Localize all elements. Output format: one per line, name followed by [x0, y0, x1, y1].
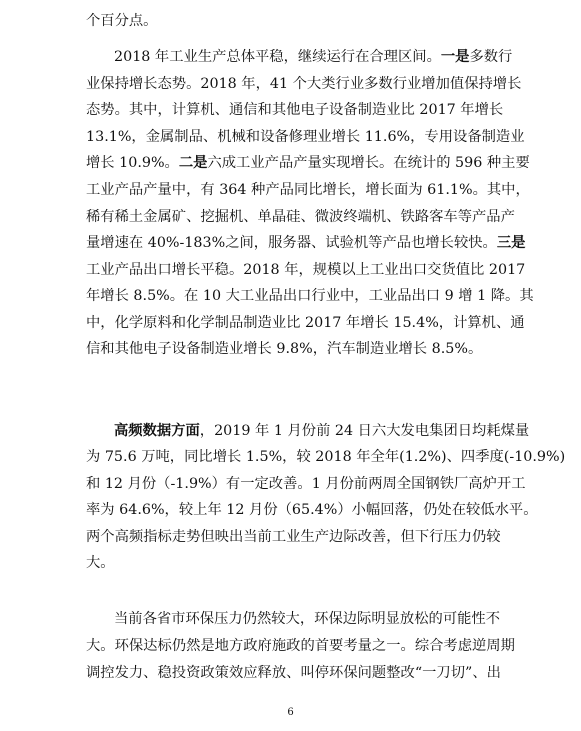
- text-run: 年增长 8.5%。在 10 大工业品出口行业中，工业品出口 9 增 1 降。其: [86, 288, 534, 304]
- text-run: 稀有稀土金属矿、挖掘机、单晶硅、微波终端机、铁路客车等产品产: [86, 209, 515, 225]
- paragraph-3-line-1: [114, 420, 530, 442]
- text-run: 和 12 月份（-1.9%）有一定改善。1 月份前两周全国钢铁厂高炉开工: [86, 476, 526, 492]
- paragraph-4-line-1: [114, 608, 501, 630]
- paragraph-3-line-3: [86, 473, 526, 495]
- paragraph-2-line-6: [86, 179, 530, 201]
- text-run: 两个高频指标走势但映出当前工业生产边际改善，但下行压力仍较: [86, 529, 501, 545]
- paragraph-2-line-4: [86, 126, 525, 148]
- paragraph-2-line-11: [86, 312, 525, 334]
- paragraph-3-line-4: [86, 499, 538, 521]
- page-number: 6: [287, 707, 294, 718]
- paragraph-2-line-12: [86, 338, 496, 360]
- paragraph-2-line-2: [86, 73, 522, 95]
- text-run: 调控发力、稳投资政策效应释放、叫停环保问题整改“一刀切”、出: [86, 665, 501, 681]
- text-run: 当前各省市环保压力仍然较大，环保边际明显放松的可能性不: [114, 611, 501, 627]
- paragraph-4-line-2: [86, 635, 515, 657]
- bold-lead-in: 二是: [178, 155, 208, 171]
- text-run: 量增速在 40%-183%之间，服务器、试验机等产品也增长较快。: [86, 235, 497, 251]
- text-run: 业保持增长态势。2018 年，41 个大类行业多数行业增加值保持增长: [86, 76, 522, 92]
- text-run: 中，化学原料和化学制品制造业比 2017 年增长 15.4%，计算机、通: [86, 315, 525, 331]
- text-run: 态势。其中，计算机、通信和其他电子设备制造业比 2017 年增长: [86, 102, 504, 118]
- bold-lead-in: 高频数据方面: [114, 423, 200, 439]
- text-run: 工业产品产量中，有 364 种产品同比增长，增长面为 61.1%。其中，: [86, 182, 530, 198]
- text-run: 工业产品出口增长平稳。2018 年，规模以上工业出口交货值比 2017: [86, 262, 526, 278]
- text-run: ，2019 年 1 月份前 24 日六大发电集团日均耗煤量: [199, 423, 530, 439]
- paragraph-2-line-5: [86, 152, 530, 174]
- text-run: 六成工业产品产量实现增长。在统计的 596 种主要: [207, 155, 530, 171]
- paragraph-2-line-9: [86, 259, 526, 281]
- bold-lead-in: 一是: [440, 49, 470, 65]
- paragraph-4-line-3: [86, 662, 501, 684]
- paragraph-2-line-10: [86, 285, 534, 307]
- text-run: 信和其他电子设备制造业增长 9.8%，汽车制造业增长 8.5%。: [86, 341, 483, 357]
- text-run: 个百分点。: [86, 13, 158, 29]
- paragraph-2-line-7: [86, 206, 515, 228]
- paragraph-2-line-8: [86, 232, 526, 254]
- text-run: 2018 年工业生产总体平稳，继续运行在合理区间。: [114, 49, 441, 65]
- bold-lead-in: 三是: [496, 235, 526, 251]
- paragraph-2-line-1: [114, 46, 513, 68]
- text-run: 多数行: [469, 49, 513, 65]
- text-run: 大。: [86, 555, 115, 571]
- paragraph-3-line-6: [86, 552, 496, 574]
- paragraph-3-line-2: [86, 446, 566, 468]
- paragraph-3-line-5: [86, 526, 501, 548]
- paragraph-2-line-3: [86, 99, 504, 121]
- paragraph-1-line-1: [86, 10, 496, 32]
- text-run: 率为 64.6%，较上年 12 月份（65.4%）小幅回落，仍处在较低水平。: [86, 502, 538, 518]
- text-run: 大。环保达标仍然是地方政府施政的首要考量之一。综合考虑逆周期: [86, 638, 515, 654]
- text-run: 为 75.6 万吨，同比增长 1.5%，较 2018 年全年(1.2%)、四季度(-10.9%): [86, 449, 566, 465]
- text-run: 增长 10.9%。: [86, 155, 179, 171]
- text-run: 13.1%，金属制品、机械和设备修理业增长 11.6%，专用设备制造业: [86, 129, 525, 145]
